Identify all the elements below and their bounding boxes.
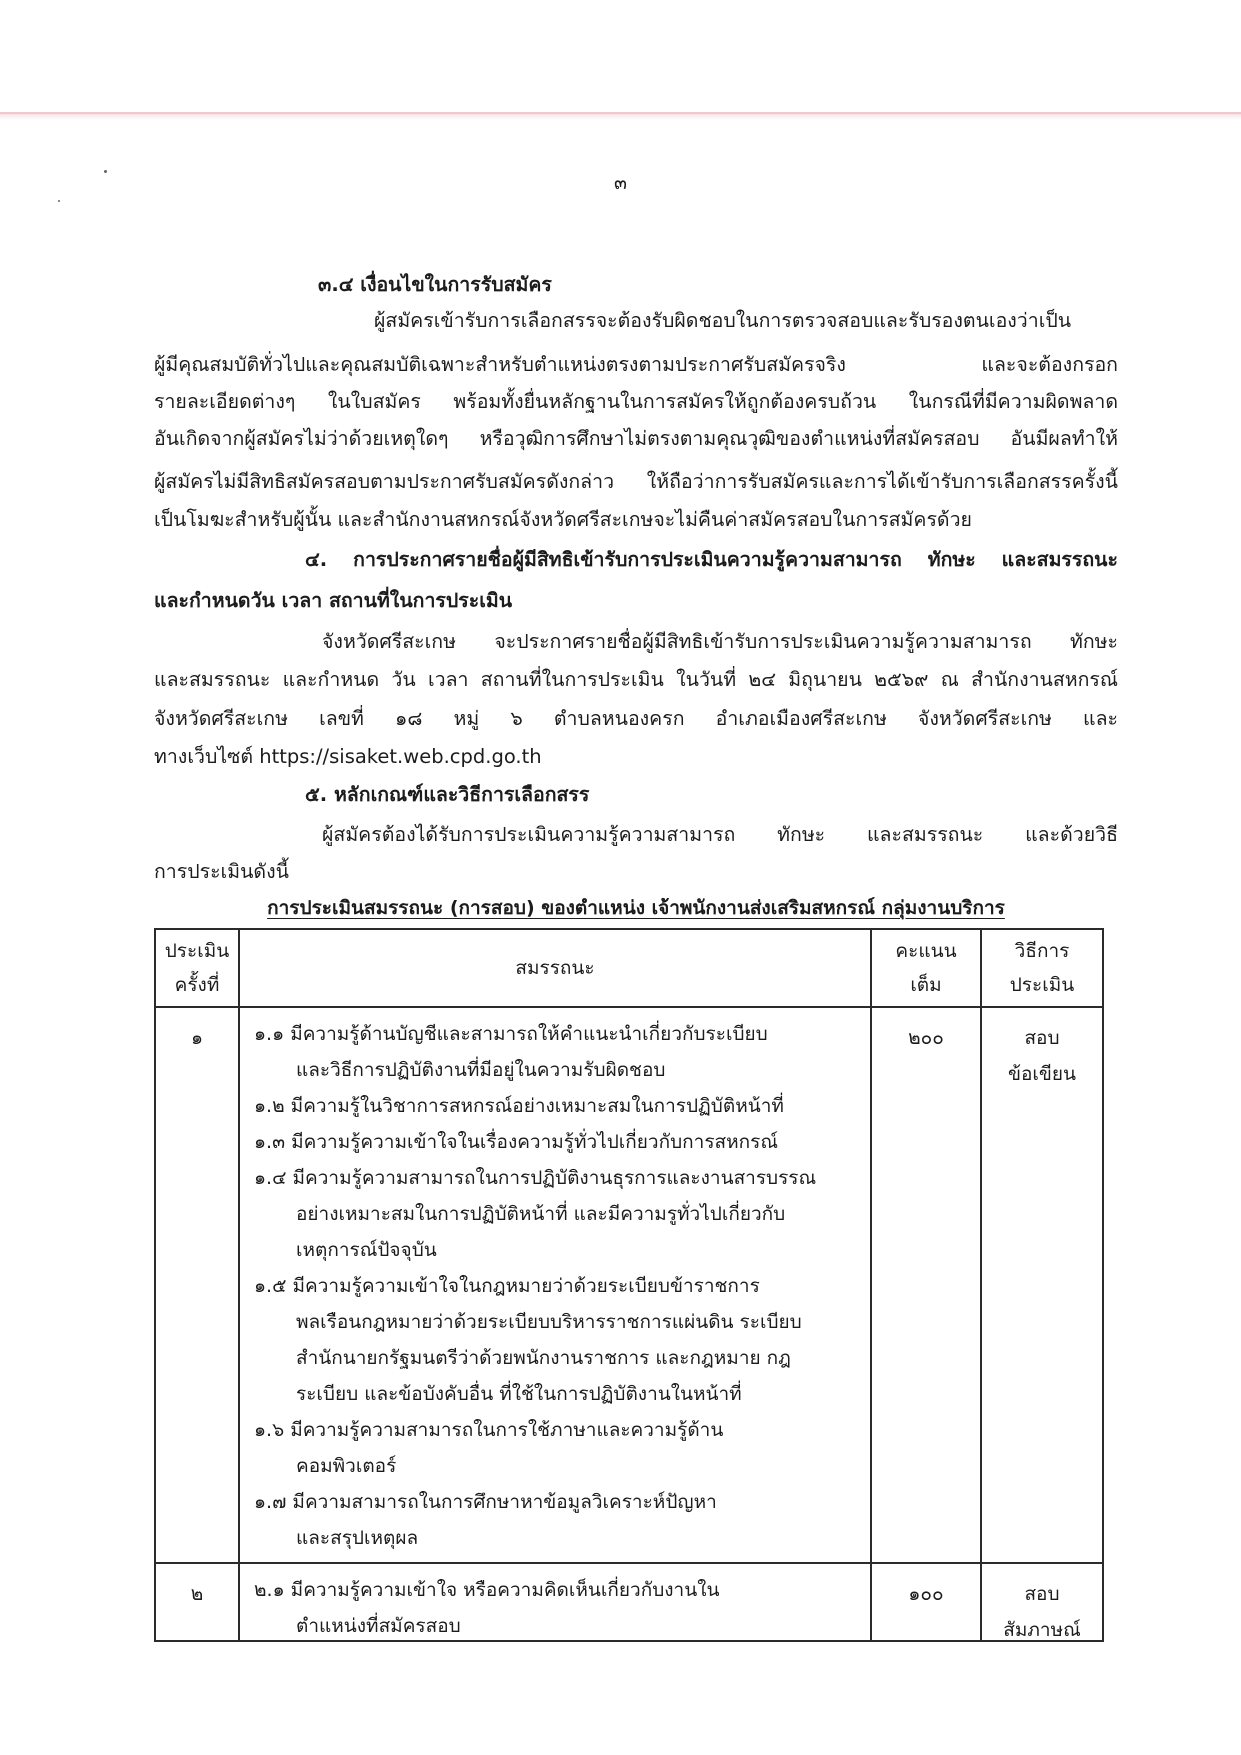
competency-item: ตำแหน่งที่สมัครสอบ (296, 1615, 461, 1634)
table-row (155, 1007, 1103, 1563)
paragraph-line: ผู้สมัครไม่มีสิทธิสมัครสอบตามประกาศรับสมัครดังกล่าว ให้ถือว่าการรับสมัครและการได้เข้ารับการเลือกสรรครั้งนี้ (154, 470, 1118, 493)
paragraph-line: อันเกิดจากผู้สมัครไม่ว่าด้วยเหตุใดๆ หรือวุฒิการศึกษาไม่ตรงตามคุณวุฒิของตำแหน่งที่สมัครสอบ อันมีผลทำให้ (154, 427, 1118, 450)
paragraph-line: รายละเอียดต่างๆ ในใบสมัคร พร้อมทั้งยื่นหลักฐานในการสมัครให้ถูกต้องครบถ้วน ในกรณีที่มีความผิดพลาด (154, 390, 1118, 413)
competency-item: เหตุการณ์ปัจจุบัน (296, 1239, 437, 1261)
paragraph-line: จังหวัดศรีสะเกษ จะประกาศรายชื่อผู้มีสิทธิเข้ารับการประเมินความรู้ความสามารถ ทักษะ (322, 630, 1118, 653)
competency-item: ๑.๕ มีความรู้ความเข้าใจในกฎหมายว่าด้วยระเบียบข้าราชการ (254, 1275, 760, 1297)
paragraph-line: จังหวัดศรีสะเกษ เลขที่ ๑๘ หมู่ ๖ ตำบลหนองครก อำเภอเมืองศรีสะเกษ จังหวัดศรีสะเกษ และ (154, 707, 1118, 730)
table-header-row (155, 929, 1103, 1007)
header-method: วิธีการ ประเมิน (981, 929, 1103, 1007)
method-cell: สอบ ข้อเขียน (981, 1007, 1103, 1563)
score-cell: ๑๐๐ (871, 1563, 981, 1641)
scan-speck (58, 200, 60, 202)
score-cell: ๒๐๐ (871, 1007, 981, 1563)
competency-item: ๑.๔ มีความรู้ความสามารถในการปฏิบัติงานธุรการและงานสารบรรณ (254, 1167, 817, 1189)
section-4-heading: ๔. การประกาศรายชื่อผู้มีสิทธิเข้ารับการประเมินความรู้ความสามารถ ทักษะ และสมรรถนะ (305, 548, 1118, 571)
competency-cell (239, 1007, 871, 1563)
method-cell: สอบ สัมภาษณ์ (981, 1563, 1103, 1641)
competency-item: อย่างเหมาะสมในการปฏิบัติหน้าที่ และมีความรูทั่วไปเกี่ยวกับ (296, 1203, 786, 1225)
header-round: ประเมิน ครั้งที่ (155, 929, 239, 1007)
table-caption: การประเมินสมรรถนะ (การสอบ) ของตำแหน่ง เจ้าพนักงานส่งเสริมสหกรณ์ กลุ่มงานบริการ (267, 897, 1005, 919)
round-cell: ๒ (155, 1563, 239, 1641)
competency-item: พลเรือนกฎหมายว่าด้วยระเบียบบริหารราชการแผ่นดิน ระเบียบ (296, 1311, 802, 1333)
competency-item: ๑.๓ มีความรู้ความเข้าใจในเรื่องความรู้ทั่วไปเกี่ยวกับการสหกรณ์ (254, 1131, 779, 1153)
page-number: ๓ (614, 172, 627, 194)
section-5-heading: ๕. หลักเกณฑ์และวิธีการเลือกสรร (305, 783, 590, 806)
paragraph-line: เป็นโมฆะสำหรับผู้นั้น และสำนักงานสหกรณ์จังหวัดศรีสะเกษจะไม่คืนค่าสมัครสอบในการสมัครด้วย (154, 508, 972, 531)
competency-item: สำนักนายกรัฐมนตรีว่าด้วยพนักงานราชการ และกฎหมาย กฎ (296, 1347, 791, 1369)
competency-cell (239, 1563, 871, 1641)
competency-item: ๑.๑ มีความรู้ด้านบัญชีและสามารถให้คำแนะนำเกี่ยวกับระเบียบ (254, 1023, 768, 1045)
website-line: ทางเว็บไซต์ https://sisaket.web.cpd.go.th (154, 745, 542, 768)
header-score: คะแนน เต็ม (871, 929, 981, 1007)
round-cell: ๑ (155, 1007, 239, 1563)
paragraph-line: ผู้สมัครเข้ารับการเลือกสรรจะต้องรับผิดชอบในการตรวจสอบและรับรองตนเองว่าเป็น (374, 309, 1072, 332)
competency-item: ๑.๒ มีความรู้ในวิชาการสหกรณ์อย่างเหมาะสมในการปฏิบัติหน้าที่ (254, 1095, 784, 1117)
table-row (155, 1563, 1103, 1641)
competency-item: คอมพิวเตอร์ (296, 1455, 397, 1477)
paragraph-line: และสมรรถนะ และกำหนด วัน เวลา สถานที่ในการประเมิน ในวันที่ ๒๔ มิถุนายน ๒๕๖๙ ณ สำนักงานสหกรณ์ (154, 668, 1118, 691)
section-3-4-heading: ๓.๔ เงื่อนไขในการรับสมัคร (318, 273, 552, 296)
paragraph-line: ผู้มีคุณสมบัติทั่วไปและคุณสมบัติเฉพาะสำหรับตำแหน่งตรงตามประกาศรับสมัครจริง และจะต้องกรอก (154, 353, 1118, 376)
paragraph-line: ผู้สมัครต้องได้รับการประเมินความรู้ความสามารถ ทักษะ และสมรรถนะ และด้วยวิธี (322, 823, 1118, 846)
competency-item: และวิธีการปฏิบัติงานที่มีอยู่ในความรับผิดชอบ (296, 1059, 666, 1081)
competency-item: ระเบียบ และข้อบังคับอื่น ที่ใช้ในการปฏิบัติงานในหน้าที่ (296, 1383, 742, 1405)
assessment-table (154, 928, 1104, 1642)
section-4-heading-cont: และกำหนดวัน เวลา สถานที่ในการประเมิน (154, 589, 513, 612)
competency-item: ๑.๗ มีความสามารถในการศึกษาหาข้อมูลวิเคราะห์ปัญหา (254, 1491, 717, 1513)
scan-bottom-margin (0, 1652, 1241, 1755)
header-competency: สมรรถนะ (239, 929, 871, 1007)
competency-item: ๑.๖ มีความรู้ความสามารถในการใช้ภาษาและความรู้ด้าน (254, 1419, 724, 1441)
competency-item: ๒.๑ มีความรู้ความเข้าใจ หรือความคิดเห็นเกี่ยวกับงานใน (254, 1579, 720, 1601)
paragraph-line: การประเมินดังนี้ (154, 860, 289, 883)
scan-top-margin (0, 0, 1241, 115)
competency-item: และสรุปเหตุผล (296, 1527, 419, 1549)
